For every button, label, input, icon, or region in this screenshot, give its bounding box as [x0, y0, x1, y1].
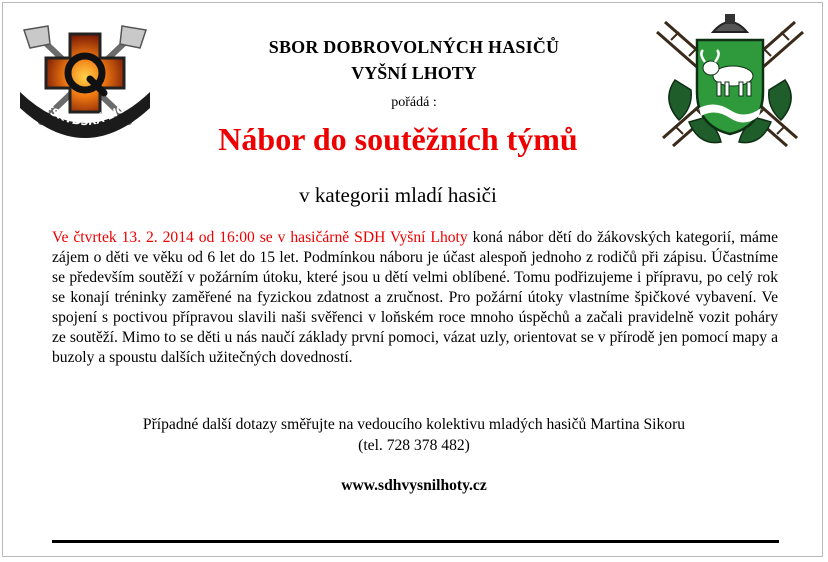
body-text: koná nábor dětí do žákovských kategorií, máme zájem o děti ve věku od 6 let do 15 let. Podmínkou náboru je účast alespoň jednoho z rodičů při zápisu. Účastníme se především soutěží v požárním útoku, které jsou u dětí velmi oblíbené. Tomu podřizujeme i přípravu, po celý rok se konají tréninky zaměřené na fyzickou zdatnost a zručnost. Pro požární útoky vlastníme špičkové vybavení. Ve spojení s poctivou přípravou slavili naši svěřenci v loňském roce mnoho úspěchů a začali pravidelně vozit poháry ze soutěží. Mimo to se děti u nás naučí základy první pomoci, vázat uzly, orientovat se v přírodě jen pomocí mapy a buzoly a spoustu dalších užitečných dovedností. — [52, 229, 778, 366]
organization-name: SBOR DOBROVOLNÝCH HASIČŮ — [268, 37, 560, 57]
bottom-divider — [52, 540, 779, 543]
presents-label: pořádá : — [391, 95, 437, 110]
body-paragraph — [52, 228, 778, 368]
contact-info — [0, 414, 828, 456]
contact-line: Případné další dotazy směřujte na vedoucího kolektivu mladých hasičů Martina Sikoru — [142, 416, 686, 433]
event-headline: Nábor do soutěžních týmů — [218, 121, 578, 157]
category-subtitle: v kategorii mladí hasiči — [299, 183, 497, 207]
organization-location: VYŠNÍ LHOTY — [351, 63, 477, 83]
contact-phone: (tel. 728 378 482) — [358, 437, 470, 454]
liga-logo-text: BESKYDSKÁ LIGA — [35, 96, 135, 129]
website-link[interactable]: www.sdhvysnilhoty.cz — [341, 477, 487, 494]
event-date-highlight: Ve čtvrtek 13. 2. 2014 od 16:00 se v hasičárně SDH Vyšní Lhoty — [52, 229, 468, 246]
